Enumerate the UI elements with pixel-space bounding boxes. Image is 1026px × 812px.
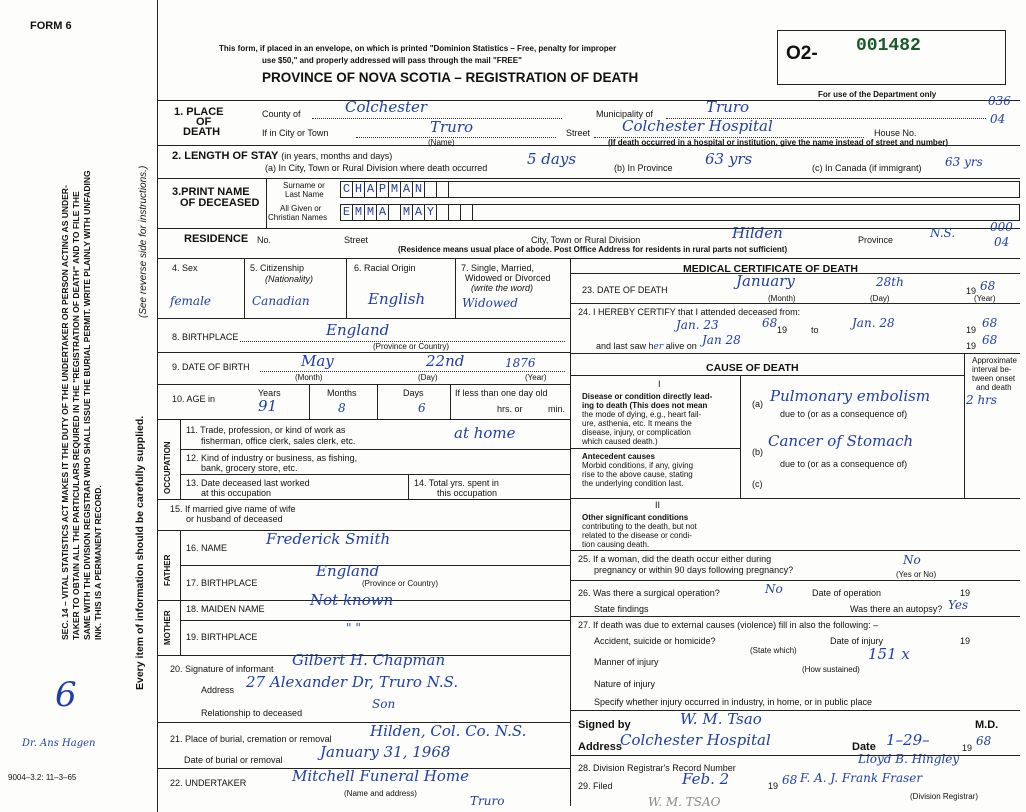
direct-5: disease, injury, or complication [582, 428, 691, 437]
rule-personal [157, 258, 1020, 259]
letter-cell: A [412, 205, 424, 220]
letter-cell [424, 182, 436, 197]
sustained-note: (How sustained) [802, 665, 860, 674]
findings-label: State findings [594, 604, 649, 614]
marital-value: Widowed [462, 296, 518, 310]
letter-cell: A [400, 182, 412, 197]
street-value: Colchester Hospital [622, 117, 773, 135]
letter-cell [460, 205, 472, 220]
dob-day-note: (Day) [418, 373, 438, 382]
residence-no-label: No. [257, 235, 272, 245]
attended-to-label: to [811, 325, 819, 335]
dob-month-note: (Month) [295, 373, 323, 382]
trade-label-1: 11. Trade, profession, or kind of work as [186, 425, 346, 435]
sig-address-value: Colchester Hospital [620, 731, 771, 749]
citizenship-note: (Nationality) [265, 274, 314, 284]
sig-date-year: 68 [976, 734, 992, 748]
hrs-label: hrs. or [497, 404, 523, 414]
industry-label-2: bank, grocery store, etc. [201, 463, 298, 473]
father-birthplace-label: 17. BIRTHPLACE [186, 578, 258, 588]
letter-cell: P [376, 182, 388, 197]
letter-cell: M [388, 182, 400, 197]
city-value: Truro [430, 118, 474, 136]
side-signature: Dr. Ans Hagen [22, 738, 96, 749]
mother-maiden-value: Not known [310, 591, 394, 609]
op-date-label: Date of operation [812, 588, 882, 598]
filed-year: 68 [782, 773, 798, 787]
attended-from: Jan. 23 [676, 318, 719, 332]
cause-a-mark: (a) [752, 399, 763, 409]
burial-place-value: Hilden, Col. Co. N.S. [370, 722, 527, 740]
days-label: Days [403, 388, 424, 398]
burial-date-label: Date of burial or removal [184, 755, 283, 765]
industry-label-1: 12. Kind of industry or business, as fishing, [186, 453, 358, 463]
cause-b-value: Cancer of Stomach [768, 432, 914, 450]
hospital-note: (If death occurred in a hospital or institution, give the name instead of street and number) [608, 138, 949, 147]
mother-side-label: MOTHER [163, 610, 172, 645]
residence-code-2: 04 [994, 235, 1010, 249]
q25-value: No [903, 553, 921, 567]
birthplace-value: England [326, 321, 390, 339]
surname-cells [340, 182, 460, 197]
municipality-value: Truro [706, 98, 750, 116]
undertaker-note: (Name and address) [344, 789, 417, 798]
name-note: (Name) [428, 138, 455, 147]
envelope-notice-1: This form, if placed in an envelope, on which is printed "Dominion Statistics – Free, penalty for improper [219, 44, 617, 53]
due-to-b: due to (or as a consequence of) [780, 459, 908, 469]
registration-prefix: O2- [786, 43, 818, 64]
months-value: 8 [338, 401, 346, 415]
sig-date-label: Date [852, 741, 876, 753]
other-2: contributing to the death, but not [582, 522, 697, 531]
last-saw-yr-prefix: 19 [966, 341, 977, 351]
letter-cell: H [352, 182, 364, 197]
direct-6: which caused death.) [582, 437, 658, 446]
racial-label: 6. Racial Origin [354, 263, 416, 273]
interval-4: and death [976, 383, 1012, 392]
birthplace-label: 8. BIRTHPLACE [172, 332, 239, 342]
letter-cell: Y [424, 205, 436, 220]
autopsy-value: Yes [948, 598, 969, 612]
undertaker-label: 22. UNDERTAKER [170, 778, 247, 788]
trade-value: at home [454, 424, 516, 442]
stay-b-value: 63 yrs [705, 150, 753, 168]
department-code-1: 036 [988, 94, 1011, 108]
residence-province-value: N.S. [930, 226, 956, 240]
other-3: related to the disease or condi- [582, 531, 692, 540]
md-label: M.D. [975, 719, 999, 731]
careful-text: Every item of information should be carefully supplied. [134, 415, 146, 690]
age-label: 10. AGE in [172, 394, 216, 404]
interval-1: Approximate [972, 356, 1017, 365]
cause-c-mark: (c) [752, 479, 763, 489]
undertaker-city: Truro [470, 794, 505, 808]
citizenship-label: 5. Citizenship [250, 263, 305, 273]
trade-label-2: fisherman, office clerk, sales clerk, etc. [201, 436, 356, 446]
dod-day: 28th [876, 275, 904, 289]
cause-a-interval: 2 hrs [966, 393, 998, 407]
father-name-value: Frederick Smith [266, 530, 391, 548]
q27-label: 27. If death was due to external causes (violence) fill in also the following: – [578, 620, 879, 630]
informant-address-label: Address [201, 685, 235, 695]
stay-b-label: (b) In Province [614, 163, 673, 173]
q25-note: (Yes or No) [896, 570, 937, 579]
letter-cell: C [340, 182, 352, 197]
form-title: PROVINCE OF NOVA SCOTIA – REGISTRATION OF DEATH [262, 70, 639, 85]
other-1: Other significant conditions [582, 513, 689, 522]
stay-label: 2. LENGTH OF STAY (in years, months and days) [172, 150, 393, 162]
rule-name [157, 178, 1020, 179]
letter-cell [472, 205, 484, 220]
side-scribble: 6 [55, 675, 77, 715]
informant-sig-value: Gilbert H. Chapman [292, 651, 446, 669]
certify-label: 24. I HEREBY CERTIFY that I attended deceased from: [578, 307, 801, 317]
manner-value: 151 x [868, 645, 910, 663]
days-value: 6 [418, 401, 426, 415]
racial-value: English [368, 290, 426, 308]
last-saw-label: and last saw her alive on [596, 341, 697, 352]
cause-title: CAUSE OF DEATH [706, 362, 799, 374]
father-birthplace-note: (Province or Country) [362, 579, 439, 588]
county-label: County of [262, 109, 301, 119]
name-label-1: 3.PRINT NAME [172, 186, 250, 198]
statute-text: SEC. 14 – VITAL STATISTICS ACT MAKES IT THE DUTY OF THE UNDERTAKER OR PERSON ACTING AS UNDER-TAKER TO OBTAIN ALL THE PARTICULARS REQUIRED IN THE "REGISTRATION OF DEATH" AND TO FILE THE SAME WITH THE DIVISION REGISTRAR WHO SHALL ISSUE THE BURIAL PERMIT. WRITE PLAINLY WITH UNFADING INK. THIS IS A PERMANENT RECORD. [60, 170, 103, 640]
state-note: (State which) [750, 646, 797, 655]
surname-label-1: Surname or [283, 181, 325, 190]
dob-month: May [301, 352, 334, 370]
last-saw-year: 68 [982, 333, 998, 347]
residence-label: RESIDENCE [184, 233, 249, 245]
interval-3: tween onset [972, 374, 1016, 383]
record-label: 28. Division Registrar's Record Number [578, 763, 736, 773]
residence-province-label: Province [858, 235, 894, 245]
direct-3: the mode of dying, e.g., heart fail- [582, 410, 702, 419]
sex-value: female [170, 294, 212, 308]
sig-date-yr-prefix: 19 [962, 743, 973, 753]
dod-year-note: (Year) [974, 294, 996, 303]
filed-yr-prefix: 19 [768, 781, 779, 791]
nature-label: Nature of injury [594, 679, 656, 689]
dob-day: 22nd [426, 352, 465, 370]
filed-label: 29. Filed [578, 781, 613, 791]
father-birthplace-value: England [316, 562, 380, 580]
reverse-note: (See reverse side for instructions.) [138, 165, 149, 318]
name-label-2: OF DECEASED [180, 197, 260, 209]
sig-address-label: Address [578, 741, 623, 753]
worked-label-2: at this occupation [201, 488, 272, 498]
total-label-1: 14. Total yrs. spent in [414, 478, 499, 488]
letter-cell: N [412, 182, 424, 197]
signed-value: W. M. Tsao [680, 710, 762, 728]
print-code: 9004–3.2: 11–3–65 [8, 773, 77, 782]
letter-cell [448, 205, 460, 220]
under-day-label: If less than one day old [455, 388, 548, 398]
informant-sig-label: 20. Signature of informant [170, 664, 274, 674]
given-label-1: All Given or [280, 204, 322, 213]
industry-injury-label: Specify whether injury occurred in industry, in home, or in public place [594, 697, 872, 707]
q26-label: 26. Was there a surgical operation? [578, 588, 720, 598]
occupation-side-label: OCCUPATION [163, 441, 172, 494]
letter-cell [436, 182, 448, 197]
marital-label-2: Widowed or Divorced [465, 273, 551, 283]
attended-to-yr-prefix: 19 [966, 325, 977, 335]
attended-to-year: 68 [982, 316, 998, 330]
dob-year: 1876 [505, 356, 536, 370]
residence-code-1: 000 [990, 220, 1013, 234]
registrar-signature: F. A. J. Frank Fraser [800, 771, 923, 785]
residence-street-label: Street [344, 235, 369, 245]
other-4: tion causing death. [582, 540, 650, 549]
last-saw-value: Jan 28 [702, 333, 741, 347]
county-value: Colchester [345, 98, 428, 116]
interval-2: interval be- [972, 365, 1012, 374]
attended-from-year: 68 [762, 316, 778, 330]
informant-address-value: 27 Alexander Dr, Truro N.S. [246, 673, 459, 691]
marital-label-3: (write the word) [471, 283, 534, 293]
birthplace-note: (Province or Country) [373, 342, 450, 351]
letter-cell [388, 205, 400, 220]
place-label-2: OF [196, 116, 212, 128]
registration-number: 001482 [856, 36, 921, 56]
dod-month-note: (Month) [768, 294, 796, 303]
direct-1: Disease or condition directly lead- [582, 392, 713, 401]
cause-b-mark: (b) [752, 447, 763, 457]
direct-4: ure, asthenia, etc. It means the [582, 419, 692, 428]
house-label: House No. [874, 128, 917, 138]
envelope-notice-2: use $50," and properly addressed will pass through the mail "FREE" [262, 56, 522, 65]
accident-label: Accident, suicide or homicide? [594, 636, 716, 646]
letter-cell: M [352, 205, 364, 220]
undertaker-value: Mitchell Funeral Home [292, 767, 469, 785]
place-label-1: 1. PLACE [174, 106, 224, 118]
municipality-label: Municipality of [596, 109, 654, 119]
rule-place [157, 100, 1020, 101]
ante-4: the underlying condition last. [582, 479, 684, 488]
autopsy-label: Was there an autopsy? [850, 604, 943, 614]
q26-value: No [765, 582, 783, 596]
cause-a-value: Pulmonary embolism [770, 387, 931, 405]
mother-birthplace-label: 19. BIRTHPLACE [186, 632, 258, 642]
stay-a-value: 5 days [527, 150, 577, 168]
dob-year-note: (Year) [525, 373, 547, 382]
roman-1: I [658, 379, 661, 389]
direct-2: ing to death (This does not mean [582, 401, 708, 410]
months-label: Months [327, 388, 357, 398]
stay-a-label: (a) In City, Town or Rural Division where death occurred [265, 163, 488, 173]
given-cells [340, 205, 484, 220]
dod-month: January [736, 272, 795, 290]
left-margin-line [157, 0, 158, 812]
department-use: For use of the Department only [818, 90, 937, 99]
relationship-value: Son [372, 697, 396, 711]
residence-city-label: City, Town or Rural Division [531, 235, 641, 245]
dod-year: 68 [980, 279, 996, 293]
citizenship-value: Canadian [252, 294, 310, 308]
letter-cell: E [340, 205, 352, 220]
letter-cell: A [364, 182, 376, 197]
filed-value: Feb. 2 [682, 770, 730, 788]
surname-label-2: Last Name [285, 190, 324, 199]
stay-c-value: 63 yrs [945, 155, 983, 169]
father-name-label: 16. NAME [186, 543, 228, 553]
worked-label-1: 13. Date deceased last worked [186, 478, 310, 488]
letter-cell: M [400, 205, 412, 220]
min-label: min. [548, 404, 566, 414]
dod-label: 23. DATE OF DEATH [582, 285, 668, 295]
ante-1: Antecedent causes [582, 452, 655, 461]
relationship-label: Relationship to deceased [201, 708, 303, 718]
ante-2: Morbid conditions, if any, giving [582, 461, 694, 470]
q25-label-2: pregnancy or within 90 days following pregnancy? [594, 565, 794, 575]
letter-cell: A [376, 205, 388, 220]
residence-note: (Residence means usual place of abode. Post Office Address for residents in rural parts not sufficient) [398, 245, 788, 254]
city-label: If in City or Town [262, 128, 329, 138]
given-label-2: Christian Names [268, 213, 328, 222]
pencil-note: W. M. TSAO [648, 795, 721, 809]
dod-day-note: (Day) [870, 294, 890, 303]
form-label: FORM 6 [30, 20, 72, 32]
years-value: 91 [258, 397, 278, 415]
manner-label: Manner of injury [594, 657, 659, 667]
spouse-label-2: or husband of deceased [186, 514, 283, 524]
place-label-3: DEATH [183, 126, 221, 138]
letter-cell [448, 182, 460, 197]
burial-place-label: 21. Place of burial, cremation or removal [170, 734, 332, 744]
marital-label-1: 7. Single, Married, [461, 263, 535, 273]
registrar-note: (Division Registrar) [910, 792, 979, 801]
medical-title: MEDICAL CERTIFICATE OF DEATH [683, 263, 858, 275]
department-code-2: 04 [990, 112, 1006, 126]
dod-year-prefix: 19 [966, 286, 977, 296]
total-label-2: this occupation [437, 488, 498, 498]
sig-date-value: 1–29– [886, 731, 930, 749]
street-label: Street [566, 128, 591, 138]
sex-label: 4. Sex [172, 263, 198, 273]
dob-label: 9. DATE OF BIRTH [172, 362, 250, 372]
due-to-a: due to (or as a consequence of) [780, 409, 908, 419]
mother-maiden-label: 18. MAIDEN NAME [186, 604, 265, 614]
roman-2: II [655, 500, 661, 510]
mother-birthplace-value: " " [346, 621, 361, 635]
center-divider-line [570, 258, 571, 806]
letter-cell [436, 205, 448, 220]
signed-label: Signed by [578, 719, 631, 731]
ante-3: rise to the above cause, stating [582, 470, 693, 479]
rule-residence [157, 228, 1020, 229]
residence-city-value: Hilden [732, 224, 783, 242]
spouse-label-1: 15. If married give name of wife [170, 504, 296, 514]
op-date-yr: 19 [960, 588, 971, 598]
stay-c-label: (c) In Canada (if immigrant) [812, 163, 922, 173]
burial-date-value: January 31, 1968 [320, 743, 451, 761]
letter-cell: M [364, 205, 376, 220]
father-side-label: FATHER [163, 554, 172, 586]
years-label: Years [258, 388, 281, 398]
q25-label-1: 25. If a woman, did the death occur either during [578, 554, 772, 564]
injury-date-label: Date of injury [830, 636, 884, 646]
injury-date-yr: 19 [960, 636, 971, 646]
attended-from-yr-prefix: 19 [777, 325, 788, 335]
record-signature: Lloyd B. Hingley [858, 752, 960, 766]
attended-to: Jan. 28 [852, 316, 895, 330]
